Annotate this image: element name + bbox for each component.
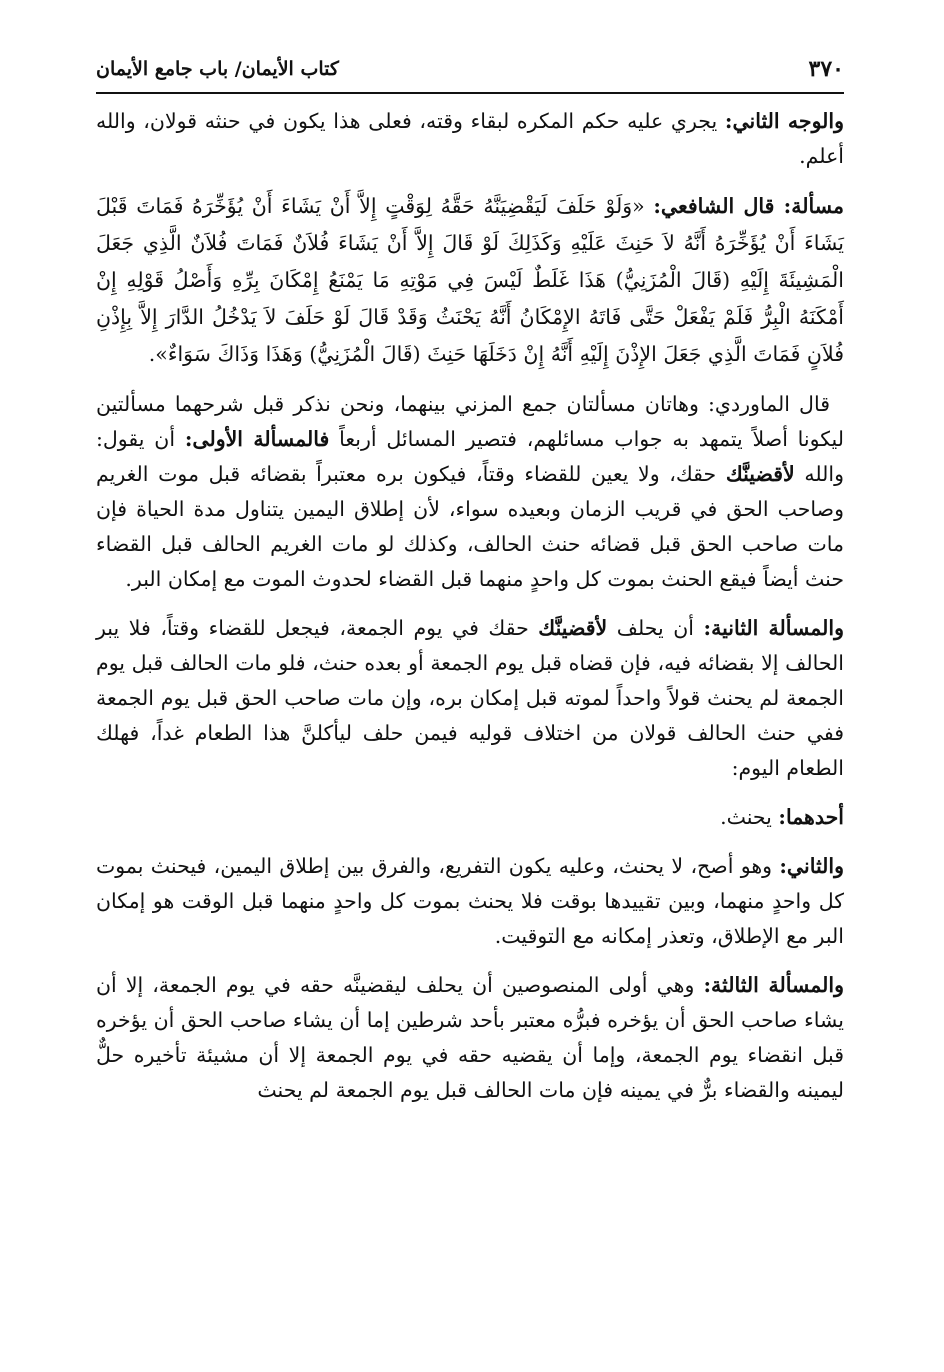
paragraph-second-view xyxy=(96,104,844,174)
paragraph-text: حقك، ولا يعين للقضاء وقتاً، فيكون بره معتبراً بقضائه قبل موت الغريم وصاحب الحق في قريب الزمان وبعيده سواء، لأن إطلاق اليمين يتناول مدة الحياة فإن مات صاحب الحق قبل قضائه حنث الحالف، وكذلك لو مات الغريم الحالف قبل القضاء حنث أيضاً فيقع الحنث بموت كل واحدٍ منهما قبل القضاء لحدوث الموت مع إمكان البر. xyxy=(96,462,844,591)
paragraph-text: يحنث. xyxy=(720,805,779,829)
page-header xyxy=(96,56,844,94)
paragraph-second-opinion xyxy=(96,849,844,954)
paragraph-mawardi xyxy=(96,387,844,597)
paragraph-third-issue xyxy=(96,968,844,1108)
emphasis-word: لأقضينَّك xyxy=(538,616,608,640)
paragraph-lead: مسألة: قال الشافعي: xyxy=(653,194,845,218)
document-page xyxy=(96,56,844,1122)
paragraph-text: حقك في يوم الجمعة، فيجعل للقضاء وقتاً، فلا يبر الحالف إلا بقضائه فيه، فإن قضاه قبل يوم الجمعة أو بعده حنث، فلو مات الحالف قبل يوم الجمعة لم يحنث قولاً واحداً لموته قبل إمكان بره، وإن مات صاحب الحق قبل يوم الجمعة ففي حنث الحالف قولان من اختلاف قوليه فيمن حلف ليأكلنَّ هذا الطعام غداً، فهلك الطعام اليوم: xyxy=(96,616,844,780)
paragraph-first-opinion xyxy=(96,800,844,835)
running-title: كتاب الأيمان/ باب جامع الأيمان xyxy=(96,58,339,80)
paragraph-text: «وَلَوْ حَلَفَ لَيَقْضِيَنَّهُ حَقَّهُ لِوَقْتٍ إِلاَّ أَنْ يَشَاءَ أَنْ يُؤَخِّرَهُ فَمَاتَ قَبْلَ يَشَاءَ أَنْ يُؤَخِّرَهُ أَنَّهُ لاَ حَنِثَ عَلَيْهِ وَكَذَلِكَ لَوْ قَالَ إِلاَّ أَنْ يَشَاءَ فُلاَنٌ فَمَاتَ فُلاَنٌ الَّذِي جَعَلَ الْمَشِيئَةَ إِلَيْهِ (قَالَ الْمُزَنِيُّ) هَذَا غَلَطٌ لَيْسَ فِي مَوْتِهِ مَا يَمْنَعُ إِمْكَانَ بِرِّهِ وَأَصْلُ قَوْلِهِ إِنْ أَمْكَنَهُ الْبِرُّ فَلَمْ يَفْعَلْ حَتَّى فَاتَهُ الإِمْكَانُ أَنَّهُ يَحْنَثُ وَقَدْ قَالَ لَوْ حَلَفَ لاَ يَدْخُلُ الدَّارَ إِلاَّ بِإِذْنِ فُلاَنٍ فَمَاتَ الَّذِي جَعَلَ الإِذْنَ إِلَيْهِ أَنَّهُ إِنْ دَخَلَهَا حَنِثَ (قَالَ الْمُزَنِيُّ) وَهَذَا وَذَاكَ سَوَاءٌ». xyxy=(96,194,844,366)
paragraph-lead: والوجه الثاني: xyxy=(724,109,845,133)
paragraph-text: يجري عليه حكم المكره لبقاء وقته، فعلى هذا يكون في حنثه قولان، والله أعلم. xyxy=(96,109,844,168)
first-issue-heading: فالمسألة الأولى: xyxy=(184,427,330,451)
emphasis-word: لأقضينَّك xyxy=(725,462,795,486)
paragraph-text: أن يحلف xyxy=(607,616,704,640)
page-number: ٣٧٠ xyxy=(808,56,844,82)
paragraph-text: وهي أولى المنصوصين أن يحلف ليقضينَّه حقه في يوم الجمعة، إلا أن يشاء صاحب الحق أن يؤخره فبرُّه معتبر بأحد شرطين إما أن يشاء صاحب الحق أن يؤخره قبل انقضاء يوم الجمعة، وإما أن يقضيه حقه في يوم الجمعة إلا أن مشيئة تأخيره حلٌّ ليمينه والقضاء برٌّ في يمينه فإن مات الحالف قبل يوم الجمعة لم يحنث xyxy=(96,973,844,1102)
paragraph-text: وهو أصح، لا يحنث، وعليه يكون التفريع، والفرق بين إطلاق اليمين، فيحنث بموت كل واحدٍ منهما، وبين تقييدها بوقت فلا يحنث بموت كل واحدٍ منهما قبل الوقت هو إمكان البر مع الإطلاق، وتعذر إمكانه مع التوقيت. xyxy=(96,854,844,948)
paragraph-text: قال الماوردي: وهاتان مسألتان جمع المزني بينهما، ونحن نذكر قبل شرحهما مسألتين ليكونا أصلاً يتمهد به جواب مسائلهم، فتصير المسائل أربعاً xyxy=(96,392,844,451)
paragraph-lead: والثاني: xyxy=(779,854,844,878)
paragraph-lead: والمسألة الثانية: xyxy=(703,616,844,640)
paragraph-lead: والمسألة الثالثة: xyxy=(703,973,844,997)
paragraph-text: أن يقول: والله xyxy=(96,427,844,486)
paragraph-shafii-quote xyxy=(96,188,844,373)
paragraph-second-issue xyxy=(96,611,844,786)
paragraph-lead: أحدهما: xyxy=(778,805,844,829)
